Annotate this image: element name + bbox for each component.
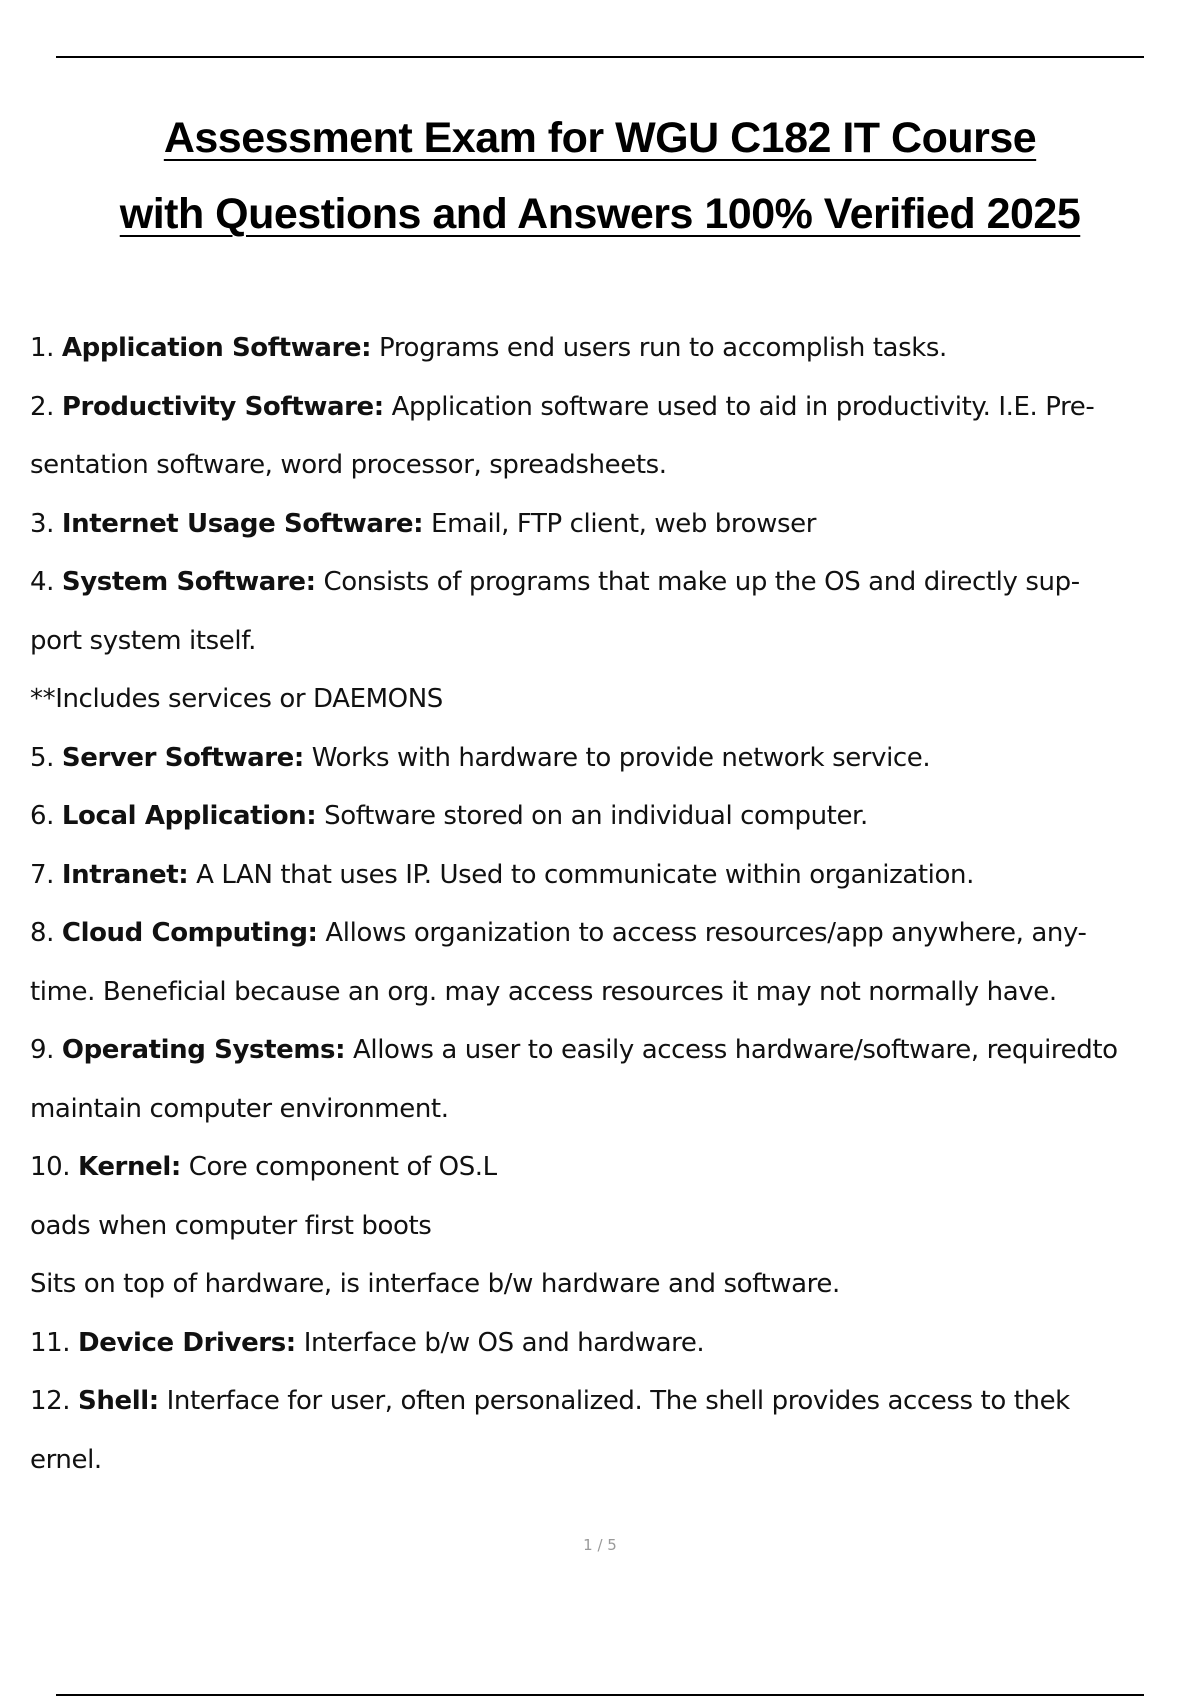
item-text: ernel.	[30, 1444, 102, 1475]
list-item-continuation	[30, 1431, 1190, 1490]
item-text: **Includes services or DAEMONS	[30, 684, 443, 714]
item-text: Software stored on an individual computer.	[324, 801, 868, 831]
item-number: 7.	[30, 859, 55, 890]
item-term: Local Application:	[61, 801, 317, 831]
item-term: Internet Usage Software:	[61, 508, 424, 539]
item-term: System Software:	[61, 567, 316, 597]
item-text: Interface b/w OS and hardware.	[303, 1327, 705, 1358]
item-term: Device Drivers:	[78, 1327, 296, 1358]
item-text: Consists of programs that make up the OS and directly sup-	[323, 567, 1080, 597]
list-item-continuation	[30, 1080, 1190, 1139]
list-item	[30, 553, 1190, 612]
item-term: Operating Systems:	[61, 1035, 346, 1065]
list-item	[30, 729, 1190, 788]
list-item	[30, 1372, 1190, 1431]
item-term: Application Software:	[61, 333, 372, 363]
item-number: 11.	[30, 1327, 71, 1358]
item-term: Productivity Software:	[61, 391, 384, 422]
document-title	[0, 100, 1200, 252]
list-item-continuation	[30, 1197, 1190, 1256]
list-item	[30, 319, 1190, 378]
item-number: 4.	[30, 567, 55, 597]
title-line-2: with Questions and Answers 100% Verified 2025	[119, 190, 1081, 238]
list-item	[30, 1138, 1190, 1197]
item-text: sentation software, word processor, spreadsheets.	[30, 450, 667, 480]
list-item	[30, 904, 1190, 963]
item-text: port system itself.	[30, 625, 256, 656]
item-number: 9.	[30, 1035, 55, 1065]
top-rule	[56, 56, 1144, 58]
list-item-continuation	[30, 670, 1190, 729]
item-number: 12.	[30, 1386, 71, 1416]
page-indicator: 1 / 5	[583, 1536, 617, 1554]
list-item	[30, 495, 1190, 554]
item-number: 10.	[30, 1152, 71, 1182]
item-term: Shell:	[78, 1386, 159, 1416]
item-text: Allows a user to easily access hardware/software, requiredto	[352, 1035, 1118, 1065]
item-text: oads when computer first boots	[30, 1210, 432, 1241]
item-text: Email, FTP client, web browser	[431, 508, 817, 539]
item-number: 8.	[30, 918, 55, 948]
list-item-continuation	[30, 1255, 1190, 1314]
item-text: Works with hardware to provide network service.	[311, 742, 931, 773]
item-term: Server Software:	[61, 742, 304, 773]
item-term: Cloud Computing:	[61, 918, 318, 948]
list-item	[30, 1021, 1190, 1080]
item-number: 3.	[30, 508, 55, 539]
item-term: Intranet:	[61, 859, 189, 890]
list-item	[30, 378, 1190, 437]
item-number: 5.	[30, 742, 55, 773]
list-item	[30, 1314, 1190, 1373]
list-item-continuation	[30, 963, 1190, 1022]
title-line-1: Assessment Exam for WGU C182 IT Course	[163, 114, 1037, 162]
item-text: Programs end users run to accomplish tasks.	[379, 333, 947, 363]
item-text: Application software used to aid in productivity. I.E. Pre-	[391, 391, 1095, 422]
list-item	[30, 787, 1190, 846]
item-number: 6.	[30, 801, 55, 831]
item-text: maintain computer environment.	[30, 1093, 449, 1124]
item-text: Sits on top of hardware, is interface b/w hardware and software.	[30, 1269, 840, 1299]
list-item-continuation	[30, 436, 1190, 495]
item-term: Kernel:	[78, 1152, 181, 1182]
bottom-rule	[56, 1694, 1144, 1696]
item-number: 1.	[30, 333, 55, 363]
item-number: 2.	[30, 391, 55, 422]
item-text: A LAN that uses IP. Used to communicate within organization.	[196, 859, 974, 890]
qa-list	[30, 319, 1190, 1489]
item-text: time. Beneficial because an org. may access resources it may not normally have.	[30, 976, 1057, 1007]
item-text: Core component of OS.L	[188, 1152, 497, 1182]
list-item-continuation	[30, 612, 1190, 671]
item-text: Allows organization to access resources/app anywhere, any-	[325, 918, 1087, 948]
item-text: Interface for user, often personalized. The shell provides access to thek	[166, 1386, 1070, 1416]
list-item	[30, 846, 1190, 905]
